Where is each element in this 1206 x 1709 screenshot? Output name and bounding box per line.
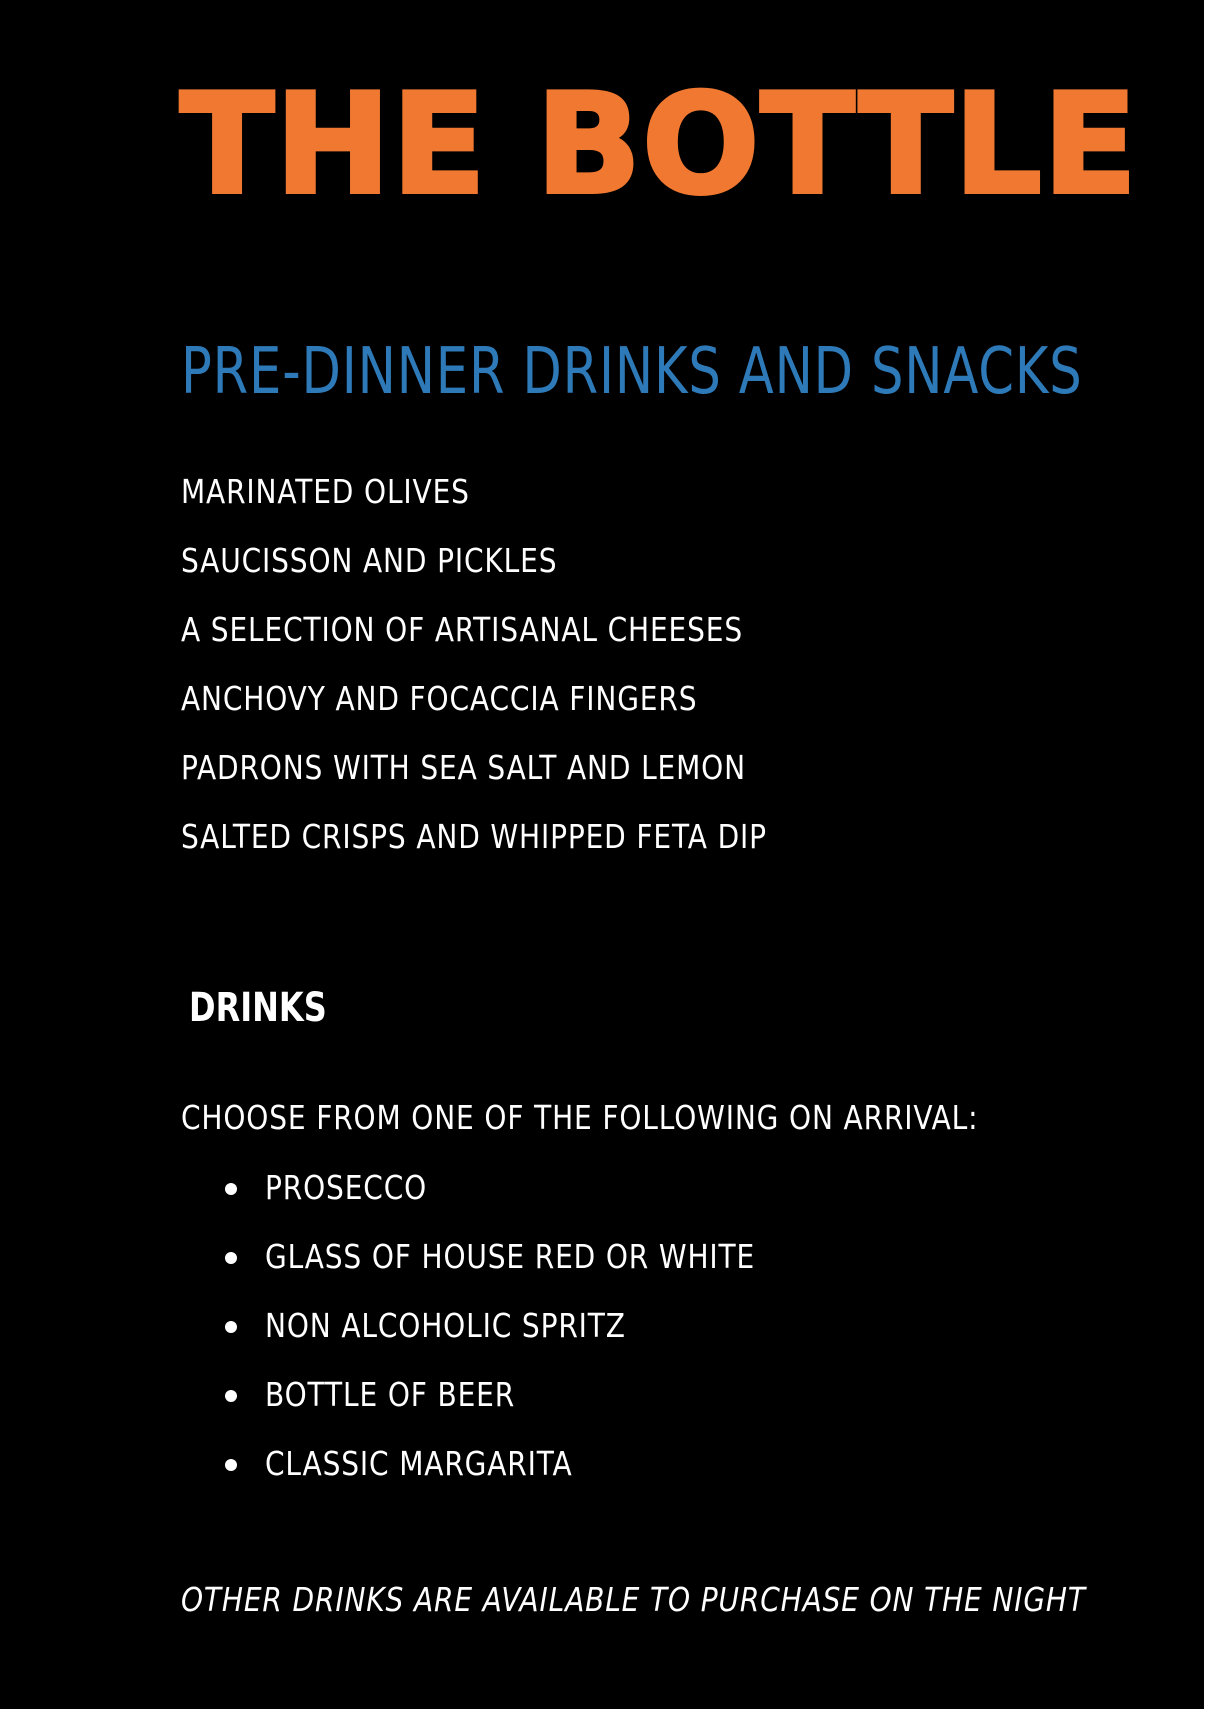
drink-label: GLASS OF HOUSE RED OR WHITE <box>265 1237 756 1276</box>
menu-title: THE BOTTLE <box>180 64 1139 225</box>
snack-item: SAUCISSON AND PICKLES <box>181 541 558 580</box>
drink-label: BOTTLE OF BEER <box>265 1375 516 1414</box>
bullet-icon <box>225 1459 237 1471</box>
snack-item: MARINATED OLIVES <box>181 472 470 511</box>
snack-item: ANCHOVY AND FOCACCIA FINGERS <box>181 679 698 718</box>
pre-dinner-heading: PRE-DINNER DRINKS AND SNACKS <box>181 335 1083 409</box>
drink-label: NON ALCOHOLIC SPRITZ <box>265 1306 626 1345</box>
bullet-icon <box>225 1390 237 1402</box>
bullet-icon <box>225 1321 237 1333</box>
snack-item: PADRONS WITH SEA SALT AND LEMON <box>181 748 746 787</box>
footer-note: OTHER DRINKS ARE AVAILABLE TO PURCHASE ON THE NIGHT <box>181 1580 1086 1619</box>
snack-item: SALTED CRISPS AND WHIPPED FETA DIP <box>181 817 767 856</box>
drink-label: CLASSIC MARGARITA <box>265 1444 573 1483</box>
snack-item: A SELECTION OF ARTISANAL CHEESES <box>181 610 744 649</box>
bullet-icon <box>225 1183 237 1195</box>
snack-list <box>181 472 870 886</box>
drinks-heading: DRINKS <box>189 985 327 1031</box>
drinks-intro: CHOOSE FROM ONE OF THE FOLLOWING ON ARRIVAL: <box>181 1098 979 1137</box>
bullet-icon <box>225 1252 237 1264</box>
drink-label: PROSECCO <box>265 1168 428 1207</box>
